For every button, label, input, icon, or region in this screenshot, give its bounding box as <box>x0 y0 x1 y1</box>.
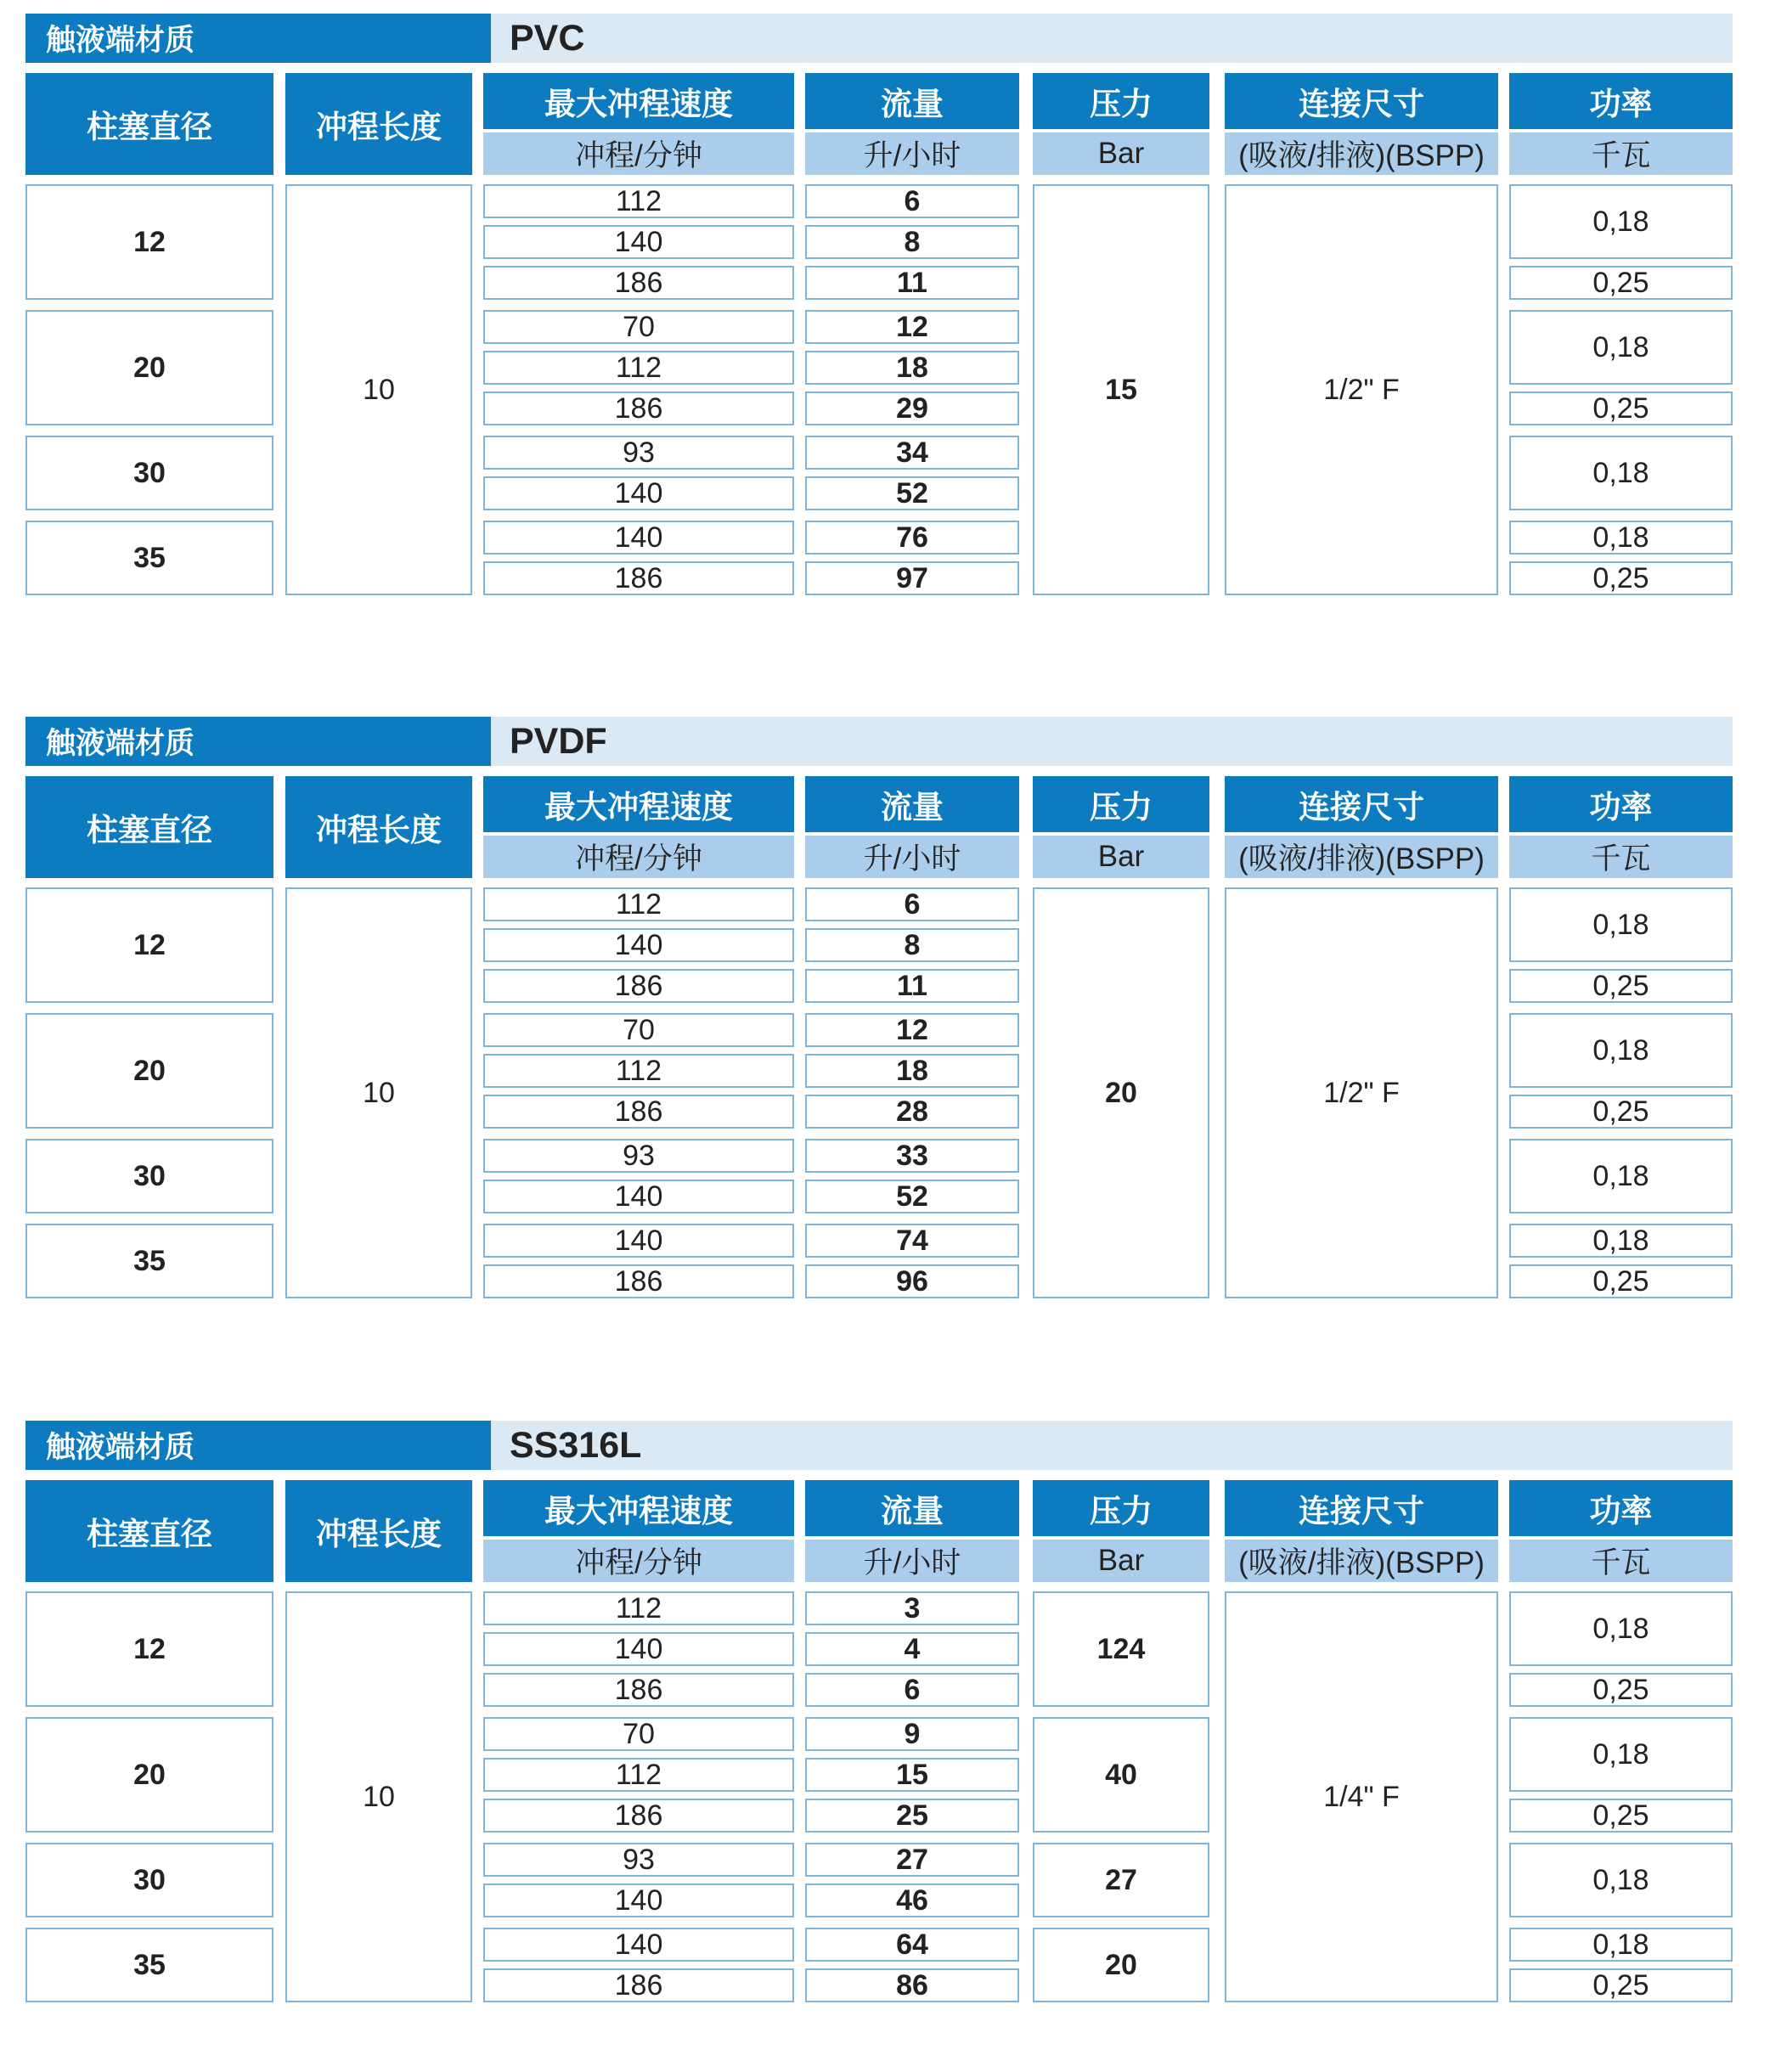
flow-cell: 52 <box>805 1180 1019 1213</box>
speed-cell: 186 <box>483 1799 794 1833</box>
power-cell: 0,18 <box>1509 184 1733 259</box>
power-cell: 0,18 <box>1509 1717 1733 1792</box>
power-header: 功率 <box>1509 73 1733 129</box>
speed-cell: 70 <box>483 1717 794 1751</box>
connection-unit: (吸液/排液)(BSPP) <box>1225 836 1498 878</box>
spec-table-pvc <box>0 0 1781 645</box>
speed-cell: 186 <box>483 1264 794 1298</box>
diameter-header: 柱塞直径 <box>25 73 273 175</box>
connection-header: 连接尺寸 <box>1225 776 1498 832</box>
flow-cell: 25 <box>805 1799 1019 1833</box>
speed-cell: 186 <box>483 1968 794 2002</box>
connection-header: 连接尺寸 <box>1225 1480 1498 1536</box>
flow-cell: 11 <box>805 266 1019 300</box>
flow-cell: 28 <box>805 1095 1019 1129</box>
material-value: PVDF <box>510 720 607 762</box>
speed-cell: 70 <box>483 1013 794 1047</box>
flow-cell: 18 <box>805 351 1019 385</box>
flow-cell: 6 <box>805 887 1019 921</box>
flow-cell: 27 <box>805 1843 1019 1877</box>
diameter-cell: 12 <box>25 1591 273 1707</box>
material-value: SS316L <box>510 1424 642 1466</box>
power-cell: 0,25 <box>1509 969 1733 1003</box>
pressure-cell: 20 <box>1033 887 1209 1298</box>
power-unit: 千瓦 <box>1509 132 1733 175</box>
connection-unit: (吸液/排液)(BSPP) <box>1225 1540 1498 1582</box>
stroke-length-header: 冲程长度 <box>285 776 472 878</box>
power-cell: 0,18 <box>1509 887 1733 962</box>
connection-header: 连接尺寸 <box>1225 73 1498 129</box>
speed-cell: 140 <box>483 1928 794 1962</box>
power-cell: 0,18 <box>1509 1928 1733 1962</box>
speed-cell: 112 <box>483 1758 794 1792</box>
speed-cell: 140 <box>483 1632 794 1666</box>
diameter-cell: 30 <box>25 436 273 510</box>
pressure-unit: Bar <box>1033 1540 1209 1582</box>
stroke-length-header: 冲程长度 <box>285 73 472 175</box>
speed-cell: 140 <box>483 1224 794 1258</box>
speed-header: 最大冲程速度 <box>483 1480 794 1536</box>
flow-cell: 12 <box>805 310 1019 344</box>
speed-cell: 140 <box>483 1180 794 1213</box>
power-cell: 0,25 <box>1509 1968 1733 2002</box>
speed-cell: 112 <box>483 1054 794 1088</box>
pressure-cell: 20 <box>1033 1928 1209 2002</box>
speed-cell: 70 <box>483 310 794 344</box>
speed-cell: 140 <box>483 928 794 962</box>
speed-cell: 186 <box>483 1095 794 1129</box>
flow-header: 流量 <box>805 73 1019 129</box>
flow-cell: 97 <box>805 561 1019 595</box>
power-cell: 0,25 <box>1509 1095 1733 1129</box>
flow-cell: 34 <box>805 436 1019 470</box>
connection-cell: 1/4" F <box>1225 1591 1498 2002</box>
stroke-length-cell: 10 <box>285 1591 472 2002</box>
power-cell: 0,18 <box>1509 1224 1733 1258</box>
pressure-cell: 40 <box>1033 1717 1209 1833</box>
speed-cell: 112 <box>483 1591 794 1625</box>
speed-header: 最大冲程速度 <box>483 776 794 832</box>
speed-unit: 冲程/分钟 <box>483 132 794 175</box>
flow-header: 流量 <box>805 1480 1019 1536</box>
speed-header: 最大冲程速度 <box>483 73 794 129</box>
speed-cell: 186 <box>483 969 794 1003</box>
flow-unit: 升/小时 <box>805 836 1019 878</box>
flow-cell: 8 <box>805 928 1019 962</box>
speed-unit: 冲程/分钟 <box>483 1540 794 1582</box>
pressure-header: 压力 <box>1033 73 1209 129</box>
flow-cell: 8 <box>805 225 1019 259</box>
diameter-cell: 12 <box>25 887 273 1003</box>
flow-header: 流量 <box>805 776 1019 832</box>
flow-cell: 18 <box>805 1054 1019 1088</box>
speed-cell: 112 <box>483 184 794 218</box>
diameter-cell: 35 <box>25 521 273 595</box>
diameter-header: 柱塞直径 <box>25 1480 273 1582</box>
power-header: 功率 <box>1509 776 1733 832</box>
speed-cell: 93 <box>483 1843 794 1877</box>
pressure-unit: Bar <box>1033 132 1209 175</box>
connection-cell: 1/2" F <box>1225 184 1498 595</box>
diameter-cell: 12 <box>25 184 273 300</box>
flow-cell: 6 <box>805 1673 1019 1707</box>
flow-cell: 86 <box>805 1968 1019 2002</box>
flow-cell: 96 <box>805 1264 1019 1298</box>
power-cell: 0,25 <box>1509 391 1733 425</box>
speed-cell: 140 <box>483 476 794 510</box>
power-cell: 0,18 <box>1509 1013 1733 1088</box>
flow-unit: 升/小时 <box>805 1540 1019 1582</box>
power-cell: 0,18 <box>1509 521 1733 555</box>
speed-cell: 140 <box>483 225 794 259</box>
flow-cell: 4 <box>805 1632 1019 1666</box>
speed-cell: 112 <box>483 887 794 921</box>
flow-cell: 33 <box>805 1139 1019 1173</box>
pressure-header: 压力 <box>1033 776 1209 832</box>
pressure-cell: 124 <box>1033 1591 1209 1707</box>
flow-cell: 46 <box>805 1883 1019 1917</box>
power-cell: 0,18 <box>1509 1139 1733 1213</box>
flow-cell: 11 <box>805 969 1019 1003</box>
power-unit: 千瓦 <box>1509 1540 1733 1582</box>
speed-cell: 93 <box>483 1139 794 1173</box>
flow-cell: 12 <box>805 1013 1019 1047</box>
flow-cell: 6 <box>805 184 1019 218</box>
diameter-header: 柱塞直径 <box>25 776 273 878</box>
power-cell: 0,25 <box>1509 1799 1733 1833</box>
material-label: 触液端材质 <box>25 14 491 63</box>
flow-cell: 76 <box>805 521 1019 555</box>
speed-cell: 140 <box>483 1883 794 1917</box>
material-label: 触液端材质 <box>25 717 491 766</box>
diameter-cell: 20 <box>25 310 273 425</box>
speed-cell: 112 <box>483 351 794 385</box>
pressure-cell: 15 <box>1033 184 1209 595</box>
power-cell: 0,18 <box>1509 310 1733 385</box>
diameter-cell: 30 <box>25 1139 273 1213</box>
speed-cell: 186 <box>483 561 794 595</box>
power-unit: 千瓦 <box>1509 836 1733 878</box>
diameter-cell: 20 <box>25 1013 273 1129</box>
power-cell: 0,25 <box>1509 1673 1733 1707</box>
speed-cell: 186 <box>483 391 794 425</box>
stroke-length-cell: 10 <box>285 184 472 595</box>
pressure-unit: Bar <box>1033 836 1209 878</box>
pressure-header: 压力 <box>1033 1480 1209 1536</box>
flow-cell: 52 <box>805 476 1019 510</box>
speed-cell: 186 <box>483 266 794 300</box>
power-cell: 0,25 <box>1509 1264 1733 1298</box>
flow-cell: 3 <box>805 1591 1019 1625</box>
power-cell: 0,18 <box>1509 436 1733 510</box>
flow-cell: 64 <box>805 1928 1019 1962</box>
speed-unit: 冲程/分钟 <box>483 836 794 878</box>
flow-cell: 74 <box>805 1224 1019 1258</box>
diameter-cell: 20 <box>25 1717 273 1833</box>
flow-unit: 升/小时 <box>805 132 1019 175</box>
stroke-length-cell: 10 <box>285 887 472 1298</box>
diameter-cell: 35 <box>25 1224 273 1298</box>
stroke-length-header: 冲程长度 <box>285 1480 472 1582</box>
connection-cell: 1/2" F <box>1225 887 1498 1298</box>
power-header: 功率 <box>1509 1480 1733 1536</box>
diameter-cell: 30 <box>25 1843 273 1917</box>
spec-table-pvdf <box>0 703 1781 1348</box>
power-cell: 0,18 <box>1509 1591 1733 1666</box>
flow-cell: 29 <box>805 391 1019 425</box>
material-value: PVC <box>510 17 585 59</box>
material-label: 触液端材质 <box>25 1421 491 1470</box>
speed-cell: 186 <box>483 1673 794 1707</box>
power-cell: 0,25 <box>1509 266 1733 300</box>
flow-cell: 15 <box>805 1758 1019 1792</box>
flow-cell: 9 <box>805 1717 1019 1751</box>
power-cell: 0,18 <box>1509 1843 1733 1917</box>
connection-unit: (吸液/排液)(BSPP) <box>1225 132 1498 175</box>
power-cell: 0,25 <box>1509 561 1733 595</box>
pressure-cell: 27 <box>1033 1843 1209 1917</box>
speed-cell: 140 <box>483 521 794 555</box>
spec-table-ss316l <box>0 1407 1781 2052</box>
speed-cell: 93 <box>483 436 794 470</box>
diameter-cell: 35 <box>25 1928 273 2002</box>
